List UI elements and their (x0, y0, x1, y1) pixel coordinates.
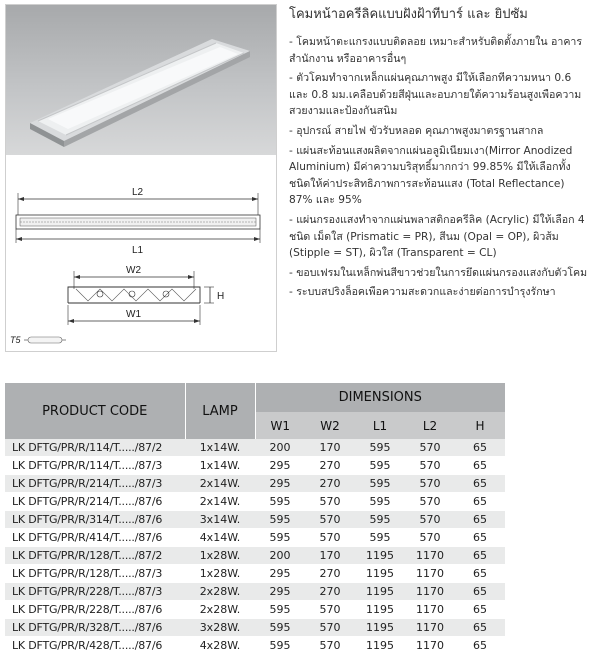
h-cell: 65 (455, 493, 505, 511)
feature-paragraph: - แผ่นกรองแสงทำจากแผ่นพลาสติกอครีลิค (Acrylic) มีให้เลือก 4 ชนิด เม็ดใส (Prismatic = PR), สีนม (Opal = OP), ผิวส้ม (Stipple = ST), ผิวใส (Transparent = CL) (289, 213, 585, 260)
l2-cell: 1170 (405, 619, 455, 637)
product-code-cell: LK DFTG/PR/R/228/T...../87/3 (5, 583, 185, 601)
l2-cell: 1170 (405, 583, 455, 601)
technical-drawing (6, 155, 276, 351)
w1-cell: 595 (255, 511, 305, 529)
product-code-header: PRODUCT CODE (5, 383, 185, 439)
l1-cell: 1195 (355, 637, 405, 655)
h-header: H (455, 412, 505, 439)
l1-cell: 595 (355, 457, 405, 475)
lamp-cell: 4x28W. (185, 637, 255, 655)
product-code-cell: LK DFTG/PR/R/128/T...../87/2 (5, 547, 185, 565)
h-cell: 65 (455, 583, 505, 601)
l1-cell: 1195 (355, 583, 405, 601)
luminaire-photo (6, 5, 276, 155)
l2-cell: 1170 (405, 565, 455, 583)
product-code-cell: LK DFTG/PR/R/128/T...../87/3 (5, 565, 185, 583)
l2-cell: 570 (405, 475, 455, 493)
w2-label: W2 (126, 265, 141, 276)
l1-cell: 1195 (355, 601, 405, 619)
h-cell: 65 (455, 619, 505, 637)
product-description (289, 6, 589, 304)
lamp-cell: 2x14W. (185, 493, 255, 511)
product-code-cell: LK DFTG/PR/R/114/T...../87/2 (5, 439, 185, 457)
w1-cell: 595 (255, 619, 305, 637)
feature-paragraph: - ขอบเฟรมในเหล็กพ่นสีขาวช่วยในการยึดแผ่นกรองแสงกับตัวโคม (289, 266, 588, 279)
w1-cell: 595 (255, 601, 305, 619)
table-row (5, 619, 505, 637)
lamp-header: LAMP (185, 383, 255, 439)
w1-cell: 595 (255, 493, 305, 511)
lamp-cell: 3x14W. (185, 511, 255, 529)
h-cell: 65 (455, 439, 505, 457)
l2-cell: 570 (405, 511, 455, 529)
w2-cell: 570 (305, 601, 355, 619)
product-code-cell: LK DFTG/PR/R/428/T...../87/6 (5, 637, 185, 655)
luminaire-render (6, 5, 276, 155)
w2-cell: 570 (305, 511, 355, 529)
table-row (5, 493, 505, 511)
feature-paragraph: - แผ่นสะท้อนแสงผลิตจากแผ่นอลูมิเนียมเงา(Mirror Anodized Aluminium) มีค่าความบริสุทธิ์มากกว่า 99.85% มีให้เลือกทั้งชนิดให้ค่าประสิทธิภาพการสะท้อนแสง (Total Reflectance) 87% และ 95% (289, 144, 573, 207)
h-cell: 65 (455, 529, 505, 547)
table-row (5, 583, 505, 601)
l1-cell: 595 (355, 439, 405, 457)
side-view (16, 215, 260, 229)
h-dimension (204, 287, 224, 303)
w2-header: W2 (305, 412, 355, 439)
l2-dimension (18, 187, 258, 215)
feature-paragraph: - ตัวโคมทำจากเหล็กแผ่นคุณภาพสูง มีให้เลือกทีความหนา 0.6 และ 0.8 มม.เคลือบด้วยสีฝุ่นและอบภายใต้ความร้อนสูงเพือความสวยงามและป้องกันสนิม (289, 72, 582, 118)
w2-cell: 270 (305, 457, 355, 475)
l1-label: L1 (132, 245, 144, 256)
product-spec-table (5, 383, 505, 655)
h-cell: 65 (455, 511, 505, 529)
w2-cell: 570 (305, 637, 355, 655)
lamp-cell: 4x14W. (185, 529, 255, 547)
w2-cell: 570 (305, 493, 355, 511)
l1-cell: 595 (355, 511, 405, 529)
dimensions-header: DIMENSIONS (255, 383, 505, 412)
lamp-cell: 2x28W. (185, 583, 255, 601)
table-row (5, 457, 505, 475)
l2-cell: 570 (405, 439, 455, 457)
l1-cell: 1195 (355, 547, 405, 565)
table-row (5, 547, 505, 565)
product-code-cell: LK DFTG/PR/R/214/T...../87/6 (5, 493, 185, 511)
product-title: โคมหน้าอครีลิคแบบฝังฝ้าทีบาร์ และ ยิปซัม (289, 7, 528, 22)
w1-cell: 295 (255, 583, 305, 601)
w1-dimension (68, 305, 200, 325)
product-code-cell: LK DFTG/PR/R/314/T...../87/6 (5, 511, 185, 529)
w1-cell: 295 (255, 475, 305, 493)
lamp-cell: 2x28W. (185, 601, 255, 619)
table-row (5, 511, 505, 529)
l1-header: L1 (355, 412, 405, 439)
feature-paragraph: - โคมหน้าตะแกรงแบบติดลอย เหมาะสำหรับติดตั้งภายใน อาคารสำนักงาน หรืออาคารอื่นๆ (289, 36, 583, 65)
h-label: H (217, 291, 225, 302)
table-row (5, 565, 505, 583)
l2-cell: 570 (405, 529, 455, 547)
w2-cell: 170 (305, 439, 355, 457)
table-row (5, 601, 505, 619)
w1-header: W1 (255, 412, 305, 439)
w1-cell: 295 (255, 565, 305, 583)
l2-cell: 570 (405, 457, 455, 475)
w1-cell: 595 (255, 529, 305, 547)
l2-cell: 1170 (405, 601, 455, 619)
l1-cell: 1195 (355, 619, 405, 637)
l2-label: L2 (132, 187, 144, 198)
feature-paragraph: - อุปกรณ์ สายไฟ ขัวรับหลอด คุณภาพสูงมาตรฐานสากล (289, 124, 544, 137)
w1-cell: 200 (255, 547, 305, 565)
w2-cell: 570 (305, 529, 355, 547)
lamp-cell: 3x28W. (185, 619, 255, 637)
lamp-cell: 2x14W. (185, 475, 255, 493)
w1-cell: 295 (255, 457, 305, 475)
cross-section (68, 287, 200, 303)
dimension-drawing (6, 155, 276, 351)
feature-paragraph: - ระบบสปริงล็อคเพือความสะดวกและง่ายต่อการบำรุงรักษา (289, 286, 556, 299)
lamp-type-label: T5 (10, 335, 21, 345)
w2-dimension (74, 265, 194, 289)
l1-cell: 595 (355, 493, 405, 511)
h-cell: 65 (455, 475, 505, 493)
w2-cell: 170 (305, 547, 355, 565)
l1-dimension (16, 229, 260, 256)
h-cell: 65 (455, 637, 505, 655)
lamp-cell: 1x14W. (185, 439, 255, 457)
l2-header: L2 (405, 412, 455, 439)
h-cell: 65 (455, 565, 505, 583)
w1-label: W1 (126, 309, 141, 320)
table-row (5, 637, 505, 655)
table-row (5, 439, 505, 457)
h-cell: 65 (455, 547, 505, 565)
h-cell: 65 (455, 457, 505, 475)
w2-cell: 270 (305, 475, 355, 493)
t5-lamp-icon (10, 335, 66, 345)
table-row (5, 475, 505, 493)
lamp-cell: 1x14W. (185, 457, 255, 475)
product-illustration-panel (5, 4, 277, 352)
l1-cell: 595 (355, 475, 405, 493)
lamp-cell: 1x28W. (185, 547, 255, 565)
lamp-cell: 1x28W. (185, 565, 255, 583)
table-row (5, 529, 505, 547)
w2-cell: 570 (305, 619, 355, 637)
w1-cell: 595 (255, 637, 305, 655)
w1-cell: 200 (255, 439, 305, 457)
w2-cell: 270 (305, 583, 355, 601)
w2-cell: 270 (305, 565, 355, 583)
l1-cell: 595 (355, 529, 405, 547)
product-code-cell: LK DFTG/PR/R/414/T...../87/6 (5, 529, 185, 547)
table-header-row (5, 383, 505, 412)
l2-cell: 570 (405, 493, 455, 511)
h-cell: 65 (455, 601, 505, 619)
product-code-cell: LK DFTG/PR/R/328/T...../87/6 (5, 619, 185, 637)
product-code-cell: LK DFTG/PR/R/228/T...../87/6 (5, 601, 185, 619)
product-code-cell: LK DFTG/PR/R/214/T...../87/3 (5, 475, 185, 493)
l1-cell: 1195 (355, 565, 405, 583)
l2-cell: 1170 (405, 547, 455, 565)
l2-cell: 1170 (405, 637, 455, 655)
product-code-cell: LK DFTG/PR/R/114/T...../87/3 (5, 457, 185, 475)
